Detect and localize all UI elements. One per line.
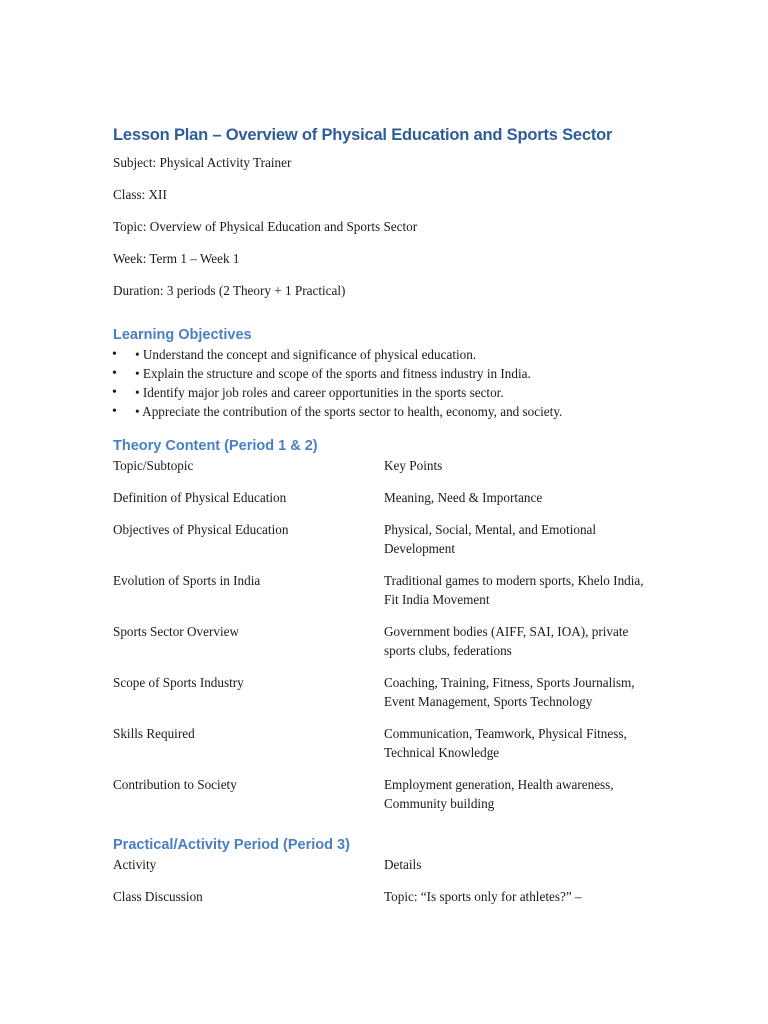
objective-text: • Identify major job roles and career opportunities in the sports sector.: [135, 385, 504, 400]
key-points-cell: Employment generation, Health awareness, Community building: [384, 777, 614, 811]
objective-item: [113, 383, 673, 402]
theory-table: [113, 456, 673, 813]
bullet-icon: •: [112, 404, 117, 419]
table-row: [113, 488, 673, 507]
practical-activity-heading: Practical/Activity Period (Period 3): [113, 837, 350, 853]
table-row: [113, 520, 673, 558]
topic-line: Topic: Overview of Physical Education and Sports Sector: [113, 219, 418, 234]
document-page: [113, 124, 673, 919]
key-points-cell: Meaning, Need & Importance: [384, 490, 543, 505]
table-row: [113, 571, 673, 609]
activity-cell: Class Discussion: [113, 889, 203, 904]
table-row: [113, 622, 673, 660]
table-row: [113, 887, 673, 906]
theory-content-heading: Theory Content (Period 1 & 2): [113, 438, 318, 454]
week-line: Week: Term 1 – Week 1: [113, 251, 240, 266]
column-header-key-points: Key Points: [384, 458, 443, 473]
column-header-topic: Topic/Subtopic: [113, 458, 194, 473]
document-title: Lesson Plan – Overview of Physical Education and Sports Sector: [113, 126, 613, 144]
bullet-icon: •: [112, 347, 117, 362]
topic-cell: Sports Sector Overview: [113, 624, 239, 639]
objective-text: • Understand the concept and significance of physical education.: [135, 347, 477, 362]
topic-cell: Skills Required: [113, 726, 195, 741]
objectives-list: [113, 345, 673, 421]
objective-item: [113, 345, 673, 364]
column-header-details: Details: [384, 857, 422, 872]
class-line: Class: XII: [113, 187, 167, 202]
practical-table: [113, 855, 673, 906]
learning-objectives-heading: Learning Objectives: [113, 327, 252, 343]
objective-text: • Appreciate the contribution of the sports sector to health, economy, and society.: [135, 404, 563, 419]
topic-cell: Evolution of Sports in India: [113, 573, 261, 588]
bullet-icon: •: [112, 385, 117, 400]
details-cell: Topic: “Is sports only for athletes?” –: [384, 889, 582, 904]
bullet-icon: •: [112, 366, 117, 381]
objective-item: [113, 364, 673, 383]
topic-cell: Objectives of Physical Education: [113, 522, 289, 537]
key-points-cell: Physical, Social, Mental, and Emotional Development: [384, 522, 597, 556]
objective-item: [113, 402, 673, 421]
topic-cell: Contribution to Society: [113, 777, 237, 792]
key-points-cell: Government bodies (AIFF, SAI, IOA), private sports clubs, federations: [384, 624, 629, 658]
key-points-cell: Traditional games to modern sports, Khelo India, Fit India Movement: [384, 573, 644, 607]
key-points-cell: Communication, Teamwork, Physical Fitness, Technical Knowledge: [384, 726, 627, 760]
theory-table-header: [113, 456, 673, 475]
table-row: [113, 775, 673, 813]
practical-table-header: [113, 855, 673, 874]
key-points-cell: Coaching, Training, Fitness, Sports Journalism, Event Management, Sports Technology: [384, 675, 635, 709]
table-row: [113, 724, 673, 762]
topic-cell: Definition of Physical Education: [113, 490, 287, 505]
table-row: [113, 673, 673, 711]
duration-line: Duration: 3 periods (2 Theory + 1 Practical): [113, 283, 346, 298]
topic-cell: Scope of Sports Industry: [113, 675, 244, 690]
column-header-activity: Activity: [113, 857, 157, 872]
subject-line: Subject: Physical Activity Trainer: [113, 155, 292, 170]
objective-text: • Explain the structure and scope of the sports and fitness industry in India.: [135, 366, 531, 381]
